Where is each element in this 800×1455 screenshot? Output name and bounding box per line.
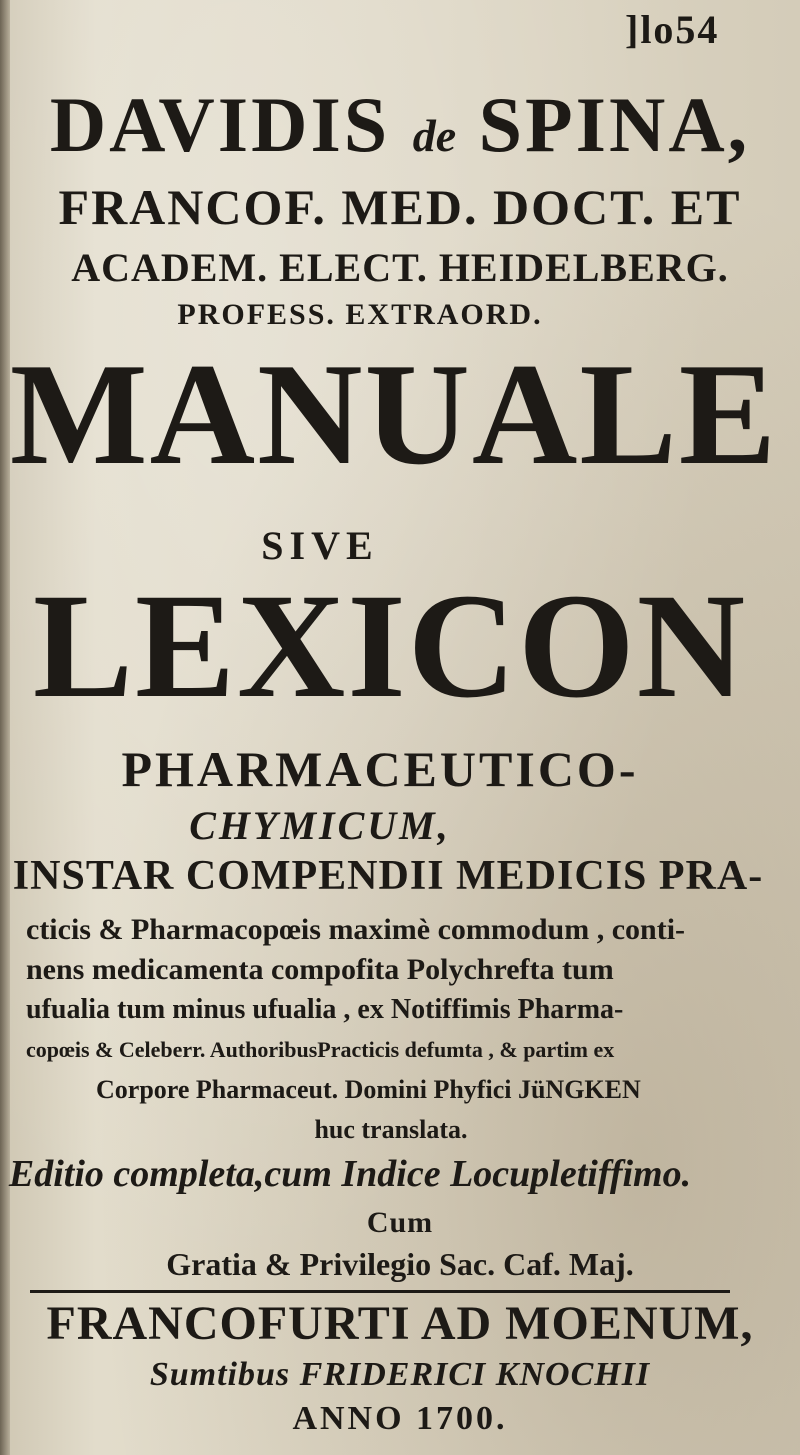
paragraph-line: ufualia tum minus ufualia , ex Notiffimis Pharma- (26, 994, 624, 1025)
subtitle-1: PHARMACEUTICO- (121, 741, 639, 797)
main-title-2: LEXICON (32, 563, 748, 729)
credentials-line-3: PROFESS. EXTRAORD. (177, 298, 543, 331)
year-line: ANNO 1700. (292, 1400, 508, 1437)
privilege-line: Gratia & Privilegio Sac. Caf. Maj. (166, 1246, 634, 1282)
imprint-place: FRANCOFURTI AD MOENUM, (46, 1297, 754, 1350)
paragraph-line: copœis & Celeberr. AuthoribusPracticis defumta , & partim ex (26, 1037, 615, 1062)
paragraph-line: cticis & Pharmacopœis maximè commodum , conti- (26, 913, 686, 946)
paragraph-line: huc translata. (314, 1115, 468, 1144)
credentials-line-1: FRANCOF. MED. DOCT. ET (58, 179, 742, 235)
author-particle: de (412, 110, 457, 161)
publisher-line: Sumtibus FRIDERICI KNOCHII (149, 1356, 651, 1393)
cum-word: Cum (366, 1206, 434, 1239)
paragraph-line: nens medicamenta compofita Polychrefta tum (26, 953, 614, 986)
author-line (0, 80, 800, 170)
credentials-line-2: ACADEM. ELECT. HEIDELBERG. (71, 245, 729, 290)
edition-line: Editio completa,cum Indice Locupletiffimo. (8, 1153, 692, 1195)
author-name-a: DAVIDIS (49, 81, 391, 168)
author-name-b: SPINA, (478, 81, 751, 168)
shelfmark: ]lo54 (625, 7, 720, 52)
imprint-rule (30, 1290, 730, 1293)
subtitle-2: CHYMICUM, (189, 803, 451, 848)
description-paragraph (26, 910, 716, 1150)
main-title: MANUALE (9, 333, 779, 495)
instar-line: INSTAR COMPENDII MEDICIS PRA- (12, 853, 764, 899)
sive-word: SIVE (261, 523, 379, 568)
paragraph-line: Corpore Pharmaceut. Domini Phyfici JüNGKEN (96, 1075, 641, 1104)
